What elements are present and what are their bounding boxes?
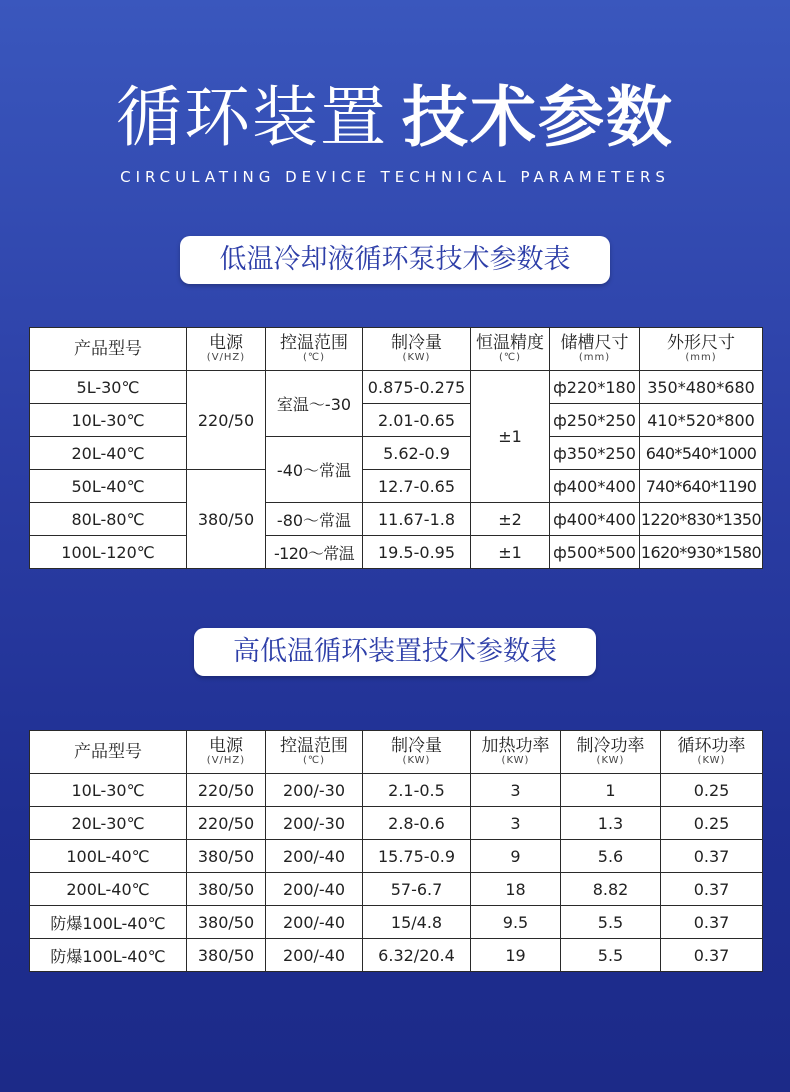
title-part-2: 技术参数 — [402, 79, 674, 156]
temp-range-cell: -80～常温 — [266, 503, 363, 536]
table1-caption: 低温冷却液循环泵技术参数表 — [180, 236, 610, 284]
power-cell: 380/50 — [187, 840, 266, 873]
heating-power-cell: 9.5 — [471, 906, 561, 939]
header-cell: 恒温精度 (℃) — [471, 328, 550, 371]
tank-size-cell: ф400*400 — [550, 470, 640, 503]
tank-size-cell: ф220*180 — [550, 371, 640, 404]
outer-size-cell: 640*540*1000 — [640, 437, 763, 470]
tank-size-cell: ф500*500 — [550, 536, 640, 569]
tank-size-cell: ф400*400 — [550, 503, 640, 536]
power-cell: 220/50 — [187, 774, 266, 807]
outer-size-cell: 1220*830*1350 — [640, 503, 763, 536]
power-cell: 380/50 — [187, 873, 266, 906]
heating-power-cell: 19 — [471, 939, 561, 972]
circulation-power-cell: 0.37 — [661, 906, 763, 939]
model-cell: 20L-40℃ — [30, 437, 187, 470]
table-header-row — [30, 731, 763, 774]
temp-range-cell: -40～常温 — [266, 437, 363, 503]
header-cell: 制冷功率 (KW) — [561, 731, 661, 774]
power-cell: 380/50 — [187, 470, 266, 569]
header-cell: 产品型号 — [30, 328, 187, 371]
model-cell: 100L-40℃ — [30, 840, 187, 873]
cooling-cell: 15/4.8 — [363, 906, 471, 939]
table-row — [30, 371, 763, 404]
cooling-cell: 12.7-0.65 — [363, 470, 471, 503]
model-cell: 10L-30℃ — [30, 774, 187, 807]
header-cell: 储槽尺寸 (mm) — [550, 328, 640, 371]
header-cell: 产品型号 — [30, 731, 187, 774]
temp-range-cell: 200/-40 — [266, 840, 363, 873]
table-row — [30, 404, 763, 437]
cooling-cell: 5.62-0.9 — [363, 437, 471, 470]
cooling-power-cell: 5.6 — [561, 840, 661, 873]
model-cell: 200L-40℃ — [30, 873, 187, 906]
high-low-temp-device-table — [29, 730, 763, 972]
model-cell: 50L-40℃ — [30, 470, 187, 503]
temp-range-cell: 200/-30 — [266, 774, 363, 807]
cooling-power-cell: 5.5 — [561, 939, 661, 972]
power-cell: 380/50 — [187, 906, 266, 939]
table-row — [30, 807, 763, 840]
table-header-row — [30, 328, 763, 371]
header-cell: 制冷量 (KW) — [363, 731, 471, 774]
temp-range-cell: 200/-40 — [266, 906, 363, 939]
cooling-power-cell: 1 — [561, 774, 661, 807]
outer-size-cell: 1620*930*1580 — [640, 536, 763, 569]
power-cell: 220/50 — [187, 371, 266, 470]
model-cell: 100L-120℃ — [30, 536, 187, 569]
header-cell: 电源 (V/HZ) — [187, 328, 266, 371]
circulation-power-cell: 0.25 — [661, 774, 763, 807]
cooling-cell: 6.32/20.4 — [363, 939, 471, 972]
table-row — [30, 470, 763, 503]
cooling-cell: 2.01-0.65 — [363, 404, 471, 437]
cooling-power-cell: 5.5 — [561, 906, 661, 939]
temp-range-cell: -120～常温 — [266, 536, 363, 569]
temp-range-cell: 200/-30 — [266, 807, 363, 840]
table-row — [30, 774, 763, 807]
cooling-cell: 19.5-0.95 — [363, 536, 471, 569]
temp-range-cell: 室温～-30 — [266, 371, 363, 437]
page-subtitle: CIRCULATING DEVICE TECHNICAL PARAMETERS — [120, 168, 670, 186]
cooling-cell: 2.8-0.6 — [363, 807, 471, 840]
circulation-power-cell: 0.37 — [661, 873, 763, 906]
header-cell: 外形尺寸 (mm) — [640, 328, 763, 371]
power-cell: 380/50 — [187, 939, 266, 972]
header-cell: 加热功率 (KW) — [471, 731, 561, 774]
header-cell: 控温范围 (℃) — [266, 328, 363, 371]
table-row — [30, 503, 763, 536]
tank-size-cell: ф250*250 — [550, 404, 640, 437]
power-cell: 220/50 — [187, 807, 266, 840]
table-row — [30, 906, 763, 939]
table-row — [30, 873, 763, 906]
model-cell: 10L-30℃ — [30, 404, 187, 437]
table2-caption: 高低温循环装置技术参数表 — [194, 628, 596, 676]
heating-power-cell: 18 — [471, 873, 561, 906]
table-row — [30, 437, 763, 470]
precision-cell: ±2 — [471, 503, 550, 536]
outer-size-cell: 350*480*680 — [640, 371, 763, 404]
heating-power-cell: 3 — [471, 774, 561, 807]
header-cell: 制冷量 (KW) — [363, 328, 471, 371]
header-cell: 循环功率 (KW) — [661, 731, 763, 774]
cooling-cell: 2.1-0.5 — [363, 774, 471, 807]
cooling-power-cell: 1.3 — [561, 807, 661, 840]
model-cell: 防爆100L-40℃ — [30, 939, 187, 972]
page-title — [0, 78, 790, 158]
temp-range-cell: 200/-40 — [266, 939, 363, 972]
cooling-power-cell: 8.82 — [561, 873, 661, 906]
cooling-cell: 0.875-0.275 — [363, 371, 471, 404]
model-cell: 20L-30℃ — [30, 807, 187, 840]
circulation-power-cell: 0.25 — [661, 807, 763, 840]
table-row — [30, 939, 763, 972]
table-row — [30, 840, 763, 873]
cooling-cell: 15.75-0.9 — [363, 840, 471, 873]
temp-range-cell: 200/-40 — [266, 873, 363, 906]
low-temp-pump-table — [29, 327, 763, 569]
table-row — [30, 536, 763, 569]
tank-size-cell: ф350*250 — [550, 437, 640, 470]
outer-size-cell: 410*520*800 — [640, 404, 763, 437]
model-cell: 5L-30℃ — [30, 371, 187, 404]
cooling-cell: 57-6.7 — [363, 873, 471, 906]
header-cell: 电源 (V/HZ) — [187, 731, 266, 774]
header-cell: 控温范围 (℃) — [266, 731, 363, 774]
precision-cell: ±1 — [471, 536, 550, 569]
model-cell: 80L-80℃ — [30, 503, 187, 536]
outer-size-cell: 740*640*1190 — [640, 470, 763, 503]
circulation-power-cell: 0.37 — [661, 939, 763, 972]
model-cell: 防爆100L-40℃ — [30, 906, 187, 939]
heating-power-cell: 9 — [471, 840, 561, 873]
circulation-power-cell: 0.37 — [661, 840, 763, 873]
cooling-cell: 11.67-1.8 — [363, 503, 471, 536]
precision-cell: ±1 — [471, 371, 550, 503]
title-part-1: 循环装置 — [116, 79, 388, 156]
heating-power-cell: 3 — [471, 807, 561, 840]
